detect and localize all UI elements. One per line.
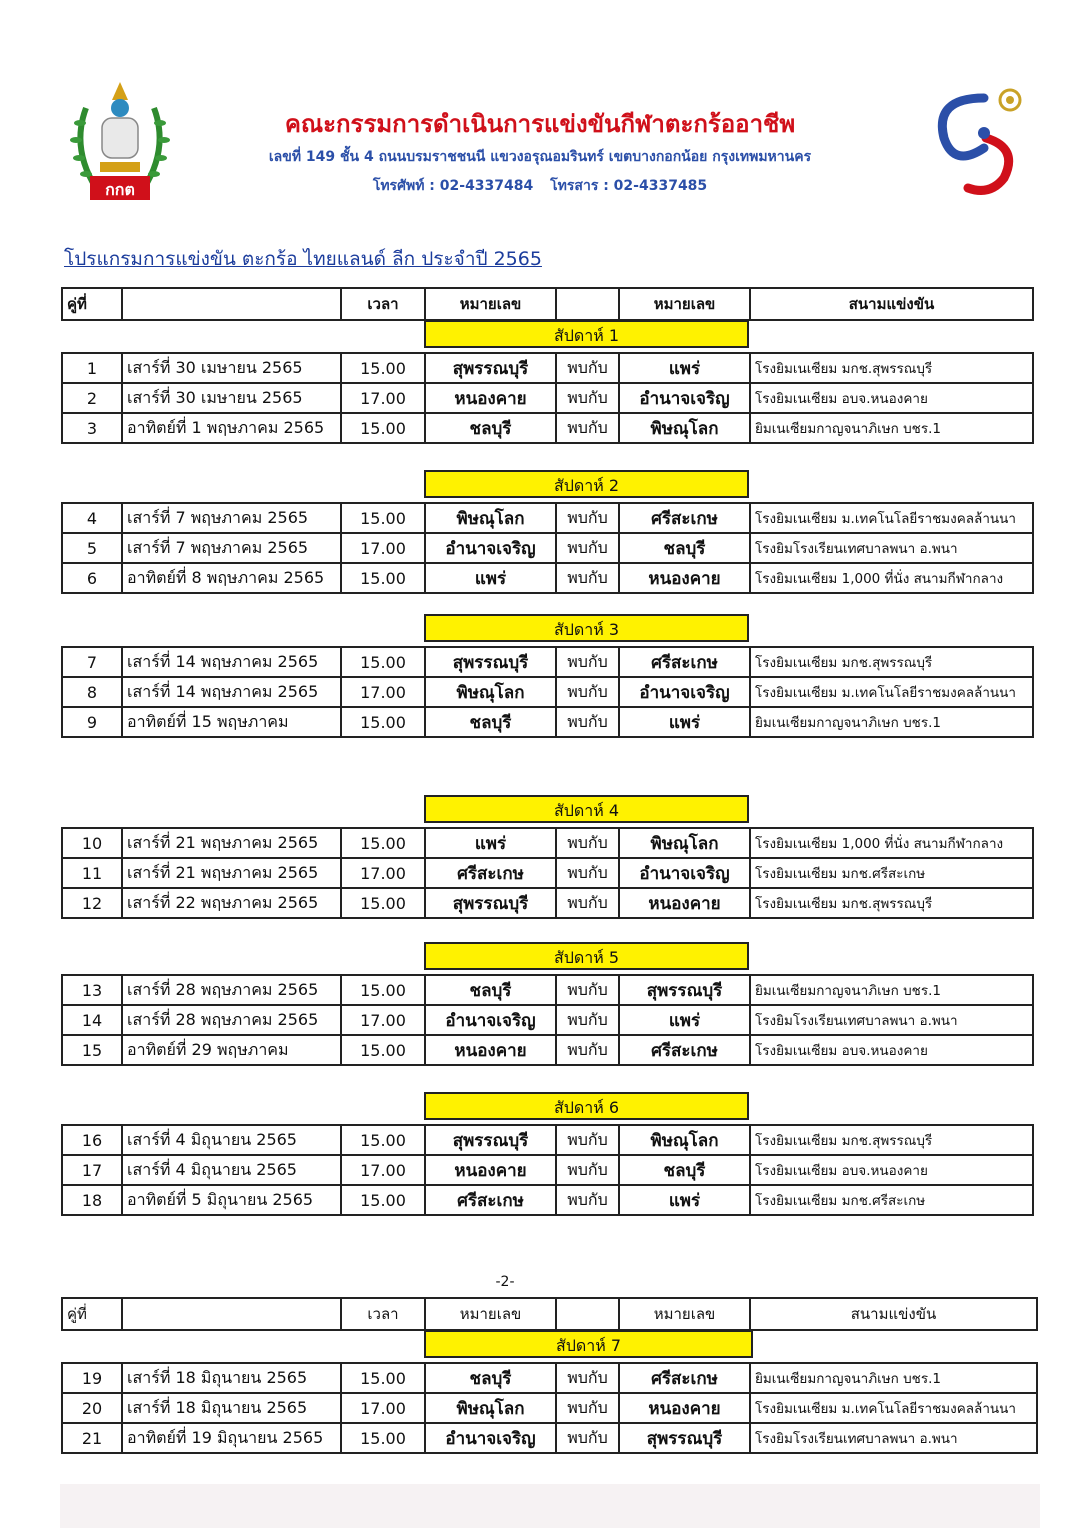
match-venue: โรงยิมเนเซียม ม.เทคโนโลยีราชมงคลล้านนา xyxy=(750,503,1033,533)
match-vs: พบกับ xyxy=(556,677,619,707)
week-matches-table xyxy=(61,646,1034,738)
match-row xyxy=(62,1125,1033,1155)
match-no: 13 xyxy=(62,975,122,1005)
match-vs: พบกับ xyxy=(556,707,619,737)
match-date: อาทิตย์ที่ 15 พฤษภาคม xyxy=(122,707,341,737)
match-vs: พบกับ xyxy=(556,563,619,593)
match-time: 17.00 xyxy=(341,677,425,707)
match-row xyxy=(62,1185,1033,1215)
week-label: สัปดาห์ 1 xyxy=(424,320,749,348)
match-no: 16 xyxy=(62,1125,122,1155)
organization-address: เลขที่ 149 ชั้น 4 ถนนบรมราชชนนี แขวงอรุณอมรินทร์ เขตบางกอกน้อย กรุงเทพมหานคร xyxy=(268,149,812,165)
match-away: หนองคาย xyxy=(619,888,750,918)
week-matches-table xyxy=(61,352,1034,444)
match-venue: โรงยิมโรงเรียนเทศบาลพนา อ.พนา xyxy=(750,1423,1037,1453)
match-no: 5 xyxy=(62,533,122,563)
match-home: แพร่ xyxy=(425,828,556,858)
table-header-row xyxy=(62,288,1033,320)
match-away: อำนาจเจริญ xyxy=(619,383,750,413)
match-vs: พบกับ xyxy=(556,647,619,677)
match-time: 17.00 xyxy=(341,858,425,888)
match-no: 9 xyxy=(62,707,122,737)
match-time: 17.00 xyxy=(341,1155,425,1185)
match-no: 20 xyxy=(62,1393,122,1423)
match-row xyxy=(62,1035,1033,1065)
match-time: 15.00 xyxy=(341,503,425,533)
match-away: หนองคาย xyxy=(619,563,750,593)
match-time: 17.00 xyxy=(341,1005,425,1035)
match-time: 17.00 xyxy=(341,383,425,413)
match-venue: โรงยิมเนเซียม มกช.ศรีสะเกษ xyxy=(750,1185,1033,1215)
match-home: หนองคาย xyxy=(425,1035,556,1065)
program-title: โปรแกรมการแข่งขัน ตะกร้อ ไทยแลนด์ ลีก ประจำปี 2565 xyxy=(64,248,542,270)
match-date: เสาร์ที่ 7 พฤษภาคม 2565 xyxy=(122,533,341,563)
match-away: ศรีสะเกษ xyxy=(619,1363,750,1393)
match-no: 17 xyxy=(62,1155,122,1185)
match-date: เสาร์ที่ 14 พฤษภาคม 2565 xyxy=(122,647,341,677)
match-no: 4 xyxy=(62,503,122,533)
match-away: หนองคาย xyxy=(619,1393,750,1423)
match-date: เสาร์ที่ 28 พฤษภาคม 2565 xyxy=(122,1005,341,1035)
match-venue: ยิมเนเซียมกาญจนาภิเษก บชร.1 xyxy=(750,707,1033,737)
match-venue: โรงยิมเนเซียม ม.เทคโนโลยีราชมงคลล้านนา xyxy=(750,1393,1037,1423)
match-date: เสาร์ที่ 4 มิถุนายน 2565 xyxy=(122,1155,341,1185)
table-header-row xyxy=(62,1298,1037,1330)
match-away: ชลบุรี xyxy=(619,1155,750,1185)
match-away: ศรีสะเกษ xyxy=(619,503,750,533)
match-venue: โรงยิมเนเซียม อบจ.หนองคาย xyxy=(750,1155,1033,1185)
week-matches-table xyxy=(61,1124,1034,1216)
match-vs: พบกับ xyxy=(556,1155,619,1185)
match-time: 17.00 xyxy=(341,533,425,563)
match-home: ชลบุรี xyxy=(425,975,556,1005)
letterhead xyxy=(0,60,1080,210)
match-row xyxy=(62,975,1033,1005)
match-venue: โรงยิมเนเซียม ม.เทคโนโลยีราชมงคลล้านนา xyxy=(750,677,1033,707)
match-time: 15.00 xyxy=(341,1363,425,1393)
phone-number: โทรศัพท์ : 02-4337484 xyxy=(372,178,534,194)
match-venue: โรงยิมเนเซียม 1,000 ที่นั่ง สนามกีฬากลาง xyxy=(750,563,1033,593)
match-row xyxy=(62,1155,1033,1185)
match-home: อำนาจเจริญ xyxy=(425,1423,556,1453)
match-no: 2 xyxy=(62,383,122,413)
match-venue: โรงยิมเนเซียม อบจ.หนองคาย xyxy=(750,383,1033,413)
match-time: 15.00 xyxy=(341,413,425,443)
match-row xyxy=(62,1363,1037,1393)
match-home: หนองคาย xyxy=(425,383,556,413)
match-away: พิษณุโลก xyxy=(619,413,750,443)
match-row xyxy=(62,1423,1037,1453)
match-home: ศรีสะเกษ xyxy=(425,858,556,888)
match-away: อำนาจเจริญ xyxy=(619,677,750,707)
match-time: 15.00 xyxy=(341,1125,425,1155)
col-pair: คู่ที่ xyxy=(62,288,122,320)
svg-text:กกต: กกต xyxy=(105,180,135,199)
match-home: พิษณุโลก xyxy=(425,503,556,533)
match-venue: โรงยิมโรงเรียนเทศบาลพนา อ.พนา xyxy=(750,1005,1033,1035)
col-venue: สนามแข่งขัน xyxy=(750,288,1033,320)
match-row xyxy=(62,888,1033,918)
match-vs: พบกับ xyxy=(556,1393,619,1423)
match-date: เสาร์ที่ 14 พฤษภาคม 2565 xyxy=(122,677,341,707)
match-venue: โรงยิมเนเซียม มกช.สุพรรณบุรี xyxy=(750,353,1033,383)
week-matches-table xyxy=(61,502,1034,594)
match-row xyxy=(62,533,1033,563)
match-time: 15.00 xyxy=(341,1185,425,1215)
organization-contact xyxy=(160,175,920,197)
match-away: แพร่ xyxy=(619,1005,750,1035)
match-venue: ยิมเนเซียมกาญจนาภิเษก บชร.1 xyxy=(750,975,1033,1005)
week-matches-table xyxy=(61,827,1034,919)
match-time: 17.00 xyxy=(341,1393,425,1423)
match-date: อาทิตย์ที่ 5 มิถุนายน 2565 xyxy=(122,1185,341,1215)
match-row xyxy=(62,563,1033,593)
week-label: สัปดาห์ 4 xyxy=(424,795,749,823)
match-no: 3 xyxy=(62,413,122,443)
match-venue: โรงยิมเนเซียม มกช.สุพรรณบุรี xyxy=(750,647,1033,677)
match-vs: พบกับ xyxy=(556,858,619,888)
week-label: สัปดาห์ 7 xyxy=(424,1330,753,1358)
match-row xyxy=(62,647,1033,677)
match-date: เสาร์ที่ 4 มิถุนายน 2565 xyxy=(122,1125,341,1155)
match-time: 15.00 xyxy=(341,647,425,677)
organization-title: คณะกรรมการดำเนินการแข่งขันกีฬาตะกร้ออาชีพ xyxy=(284,110,796,138)
match-date: อาทิตย์ที่ 1 พฤษภาคม 2565 xyxy=(122,413,341,443)
col-team1: หมายเลข xyxy=(425,1298,556,1330)
week-matches-table xyxy=(61,1362,1038,1454)
match-vs: พบกับ xyxy=(556,1005,619,1035)
match-home: สุพรรณบุรี xyxy=(425,888,556,918)
week-matches-table xyxy=(61,974,1034,1066)
match-date: เสาร์ที่ 18 มิถุนายน 2565 xyxy=(122,1363,341,1393)
match-vs: พบกับ xyxy=(556,413,619,443)
match-vs: พบกับ xyxy=(556,1185,619,1215)
match-time: 15.00 xyxy=(341,828,425,858)
match-time: 15.00 xyxy=(341,563,425,593)
fax-number: โทรสาร : 02-4337485 xyxy=(550,178,708,194)
match-venue: โรงยิมโรงเรียนเทศบาลพนา อ.พนา xyxy=(750,533,1033,563)
col-time: เวลา xyxy=(341,1298,425,1330)
match-home: อำนาจเจริญ xyxy=(425,1005,556,1035)
match-date: เสาร์ที่ 22 พฤษภาคม 2565 xyxy=(122,888,341,918)
match-home: สุพรรณบุรี xyxy=(425,1125,556,1155)
match-no: 8 xyxy=(62,677,122,707)
match-venue: โรงยิมเนเซียม มกช.สุพรรณบุรี xyxy=(750,1125,1033,1155)
match-venue: ยิมเนเซียมกาญจนาภิเษก บชร.1 xyxy=(750,413,1033,443)
match-vs: พบกับ xyxy=(556,1125,619,1155)
col-venue: สนามแข่งขัน xyxy=(750,1298,1037,1330)
match-date: เสาร์ที่ 30 เมษายน 2565 xyxy=(122,353,341,383)
match-home: พิษณุโลก xyxy=(425,1393,556,1423)
week-label: สัปดาห์ 6 xyxy=(424,1092,749,1120)
takraw-league-logo xyxy=(924,78,1030,198)
match-time: 15.00 xyxy=(341,707,425,737)
match-date: เสาร์ที่ 21 พฤษภาคม 2565 xyxy=(122,858,341,888)
match-date: อาทิตย์ที่ 19 มิถุนายน 2565 xyxy=(122,1423,341,1453)
col-pair: คู่ที่ xyxy=(62,1298,122,1330)
match-venue: ยิมเนเซียมกาญจนาภิเษก บชร.1 xyxy=(750,1363,1037,1393)
match-venue: โรงยิมเนเซียม 1,000 ที่นั่ง สนามกีฬากลาง xyxy=(750,828,1033,858)
match-away: ชลบุรี xyxy=(619,533,750,563)
match-home: อำนาจเจริญ xyxy=(425,533,556,563)
match-row xyxy=(62,828,1033,858)
match-no: 6 xyxy=(62,563,122,593)
col-team2: หมายเลข xyxy=(619,1298,750,1330)
match-time: 15.00 xyxy=(341,1423,425,1453)
match-row xyxy=(62,677,1033,707)
match-home: สุพรรณบุรี xyxy=(425,353,556,383)
match-away: ศรีสะเกษ xyxy=(619,1035,750,1065)
match-row xyxy=(62,1393,1037,1423)
match-away: แพร่ xyxy=(619,707,750,737)
committee-logo xyxy=(66,78,174,208)
col-time: เวลา xyxy=(341,288,425,320)
match-time: 15.00 xyxy=(341,888,425,918)
match-away: ศรีสะเกษ xyxy=(619,647,750,677)
match-no: 10 xyxy=(62,828,122,858)
schedule-header-table xyxy=(61,287,1034,321)
match-away: อำนาจเจริญ xyxy=(619,858,750,888)
match-row xyxy=(62,1005,1033,1035)
match-no: 21 xyxy=(62,1423,122,1453)
match-vs: พบกับ xyxy=(556,353,619,383)
col-team1: หมายเลข xyxy=(425,288,556,320)
match-no: 11 xyxy=(62,858,122,888)
match-venue: โรงยิมเนเซียม อบจ.หนองคาย xyxy=(750,1035,1033,1065)
col-team2: หมายเลข xyxy=(619,288,750,320)
week-label: สัปดาห์ 2 xyxy=(424,470,749,498)
match-date: เสาร์ที่ 30 เมษายน 2565 xyxy=(122,383,341,413)
match-home: สุพรรณบุรี xyxy=(425,647,556,677)
match-vs: พบกับ xyxy=(556,1363,619,1393)
match-vs: พบกับ xyxy=(556,975,619,1005)
match-no: 14 xyxy=(62,1005,122,1035)
match-date: อาทิตย์ที่ 8 พฤษภาคม 2565 xyxy=(122,563,341,593)
match-away: สุพรรณบุรี xyxy=(619,1423,750,1453)
match-date: เสาร์ที่ 28 พฤษภาคม 2565 xyxy=(122,975,341,1005)
match-row xyxy=(62,353,1033,383)
match-row xyxy=(62,707,1033,737)
match-home: พิษณุโลก xyxy=(425,677,556,707)
match-vs: พบกับ xyxy=(556,383,619,413)
match-vs: พบกับ xyxy=(556,828,619,858)
match-away: พิษณุโลก xyxy=(619,1125,750,1155)
match-no: 12 xyxy=(62,888,122,918)
week-label: สัปดาห์ 3 xyxy=(424,614,749,642)
match-no: 7 xyxy=(62,647,122,677)
match-away: สุพรรณบุรี xyxy=(619,975,750,1005)
match-row xyxy=(62,503,1033,533)
match-venue: โรงยิมเนเซียม มกช.สุพรรณบุรี xyxy=(750,888,1033,918)
match-vs: พบกับ xyxy=(556,1035,619,1065)
match-venue: โรงยิมเนเซียม มกช.ศรีสะเกษ xyxy=(750,858,1033,888)
match-date: อาทิตย์ที่ 29 พฤษภาคม xyxy=(122,1035,341,1065)
page-number: -2- xyxy=(495,1274,515,1290)
match-away: แพร่ xyxy=(619,1185,750,1215)
match-vs: พบกับ xyxy=(556,1423,619,1453)
page-bottom-edge xyxy=(60,1484,1040,1528)
match-home: ศรีสะเกษ xyxy=(425,1185,556,1215)
match-vs: พบกับ xyxy=(556,533,619,563)
match-no: 18 xyxy=(62,1185,122,1215)
match-date: เสาร์ที่ 18 มิถุนายน 2565 xyxy=(122,1393,341,1423)
match-date: เสาร์ที่ 21 พฤษภาคม 2565 xyxy=(122,828,341,858)
match-away: แพร่ xyxy=(619,353,750,383)
match-vs: พบกับ xyxy=(556,503,619,533)
match-away: พิษณุโลก xyxy=(619,828,750,858)
match-time: 15.00 xyxy=(341,1035,425,1065)
match-home: ชลบุรี xyxy=(425,1363,556,1393)
match-date: เสาร์ที่ 7 พฤษภาคม 2565 xyxy=(122,503,341,533)
match-vs: พบกับ xyxy=(556,888,619,918)
match-home: หนองคาย xyxy=(425,1155,556,1185)
match-row xyxy=(62,858,1033,888)
match-home: แพร่ xyxy=(425,563,556,593)
match-no: 19 xyxy=(62,1363,122,1393)
match-home: ชลบุรี xyxy=(425,413,556,443)
match-home: ชลบุรี xyxy=(425,707,556,737)
match-time: 15.00 xyxy=(341,353,425,383)
week-label: สัปดาห์ 5 xyxy=(424,942,749,970)
match-row xyxy=(62,383,1033,413)
match-no: 15 xyxy=(62,1035,122,1065)
schedule-header-table-page2 xyxy=(61,1297,1038,1331)
match-row xyxy=(62,413,1033,443)
match-no: 1 xyxy=(62,353,122,383)
match-time: 15.00 xyxy=(341,975,425,1005)
